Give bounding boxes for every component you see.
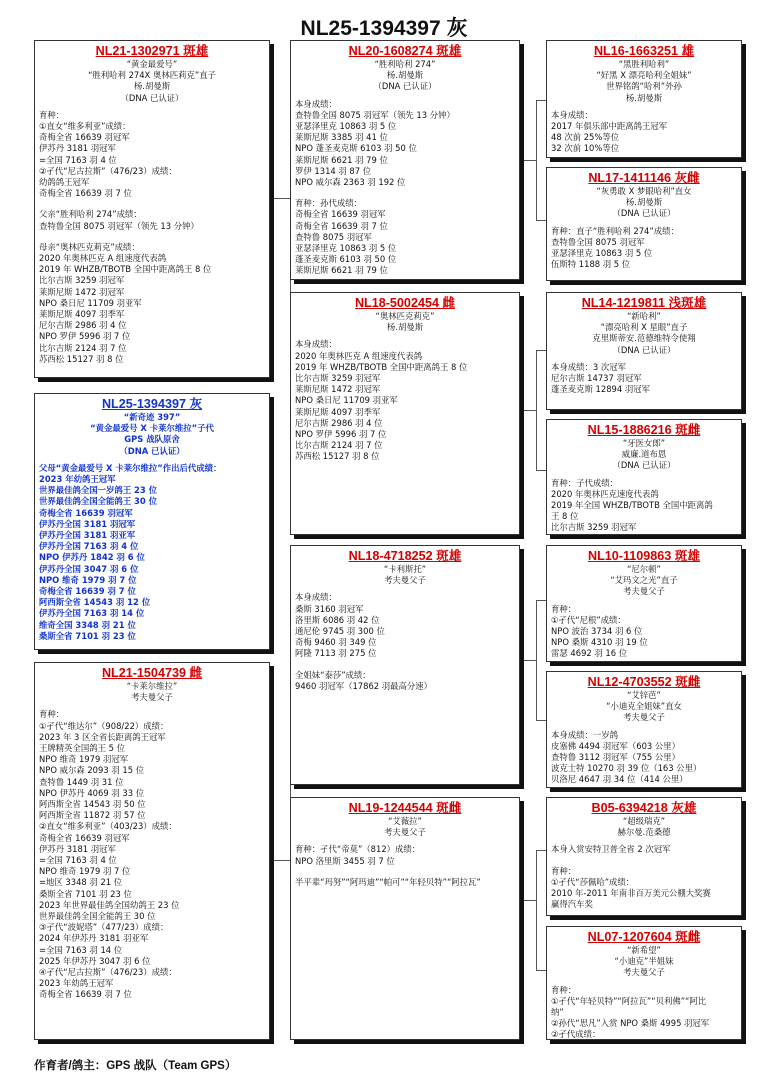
connector-line: [520, 660, 536, 661]
pigeon-record-line: 阿西斯全省 14543 羽 12 位: [39, 597, 151, 608]
pigeon-record-line: ①孑代“维达尔”（908/22）成绩：: [39, 720, 169, 731]
pigeon-ring-id: NL14-1219811 浅斑雄: [581, 296, 707, 310]
ggp-ffm-card: [546, 167, 742, 281]
connector-line: [270, 860, 290, 861]
paternal-grandfather-card: [290, 40, 520, 280]
pigeon-record-line: 奇梅全省 16639 羽 7 位: [39, 989, 132, 1000]
pigeon-ring-id: NL10-1109863 斑雄: [587, 549, 700, 563]
pigeon-record-line: 半平辈“玛努”“阿玛迪”“帕可”“年轻贝特”“阿拉瓦”: [295, 876, 481, 887]
pigeon-header-line: （DNA 已认证）: [612, 460, 676, 471]
paternal-grandmother-card: [290, 292, 520, 535]
pigeon-header-line: 考夫曼父子: [623, 712, 665, 723]
pigeon-record-line: 2020 年奥林匹克 A 组速度代表鸽: [39, 253, 167, 264]
pigeon-record-line: 尼尔吉斯 2986 羽 4 位: [295, 417, 383, 428]
pigeon-record-line: ②孑代成绩：: [551, 1029, 601, 1040]
pigeon-record-line: 2020 年奥林匹克速度代表鸽: [551, 488, 659, 499]
pigeon-record-line: 桑斯全省 7101 羽 23 位: [39, 630, 136, 641]
pigeon-record-line: ①孑代“年轻贝特”“阿拉瓦”“贝利佛”“阿比: [551, 995, 707, 1006]
pigeon-record-line: ①孑代“尼根”成绩：: [551, 614, 626, 625]
pigeon-record-line: 世界最佳鸽全国全能鸽王 30 位: [39, 496, 157, 507]
pigeon-header-line: “小迪克”半姐妹: [614, 956, 674, 967]
maternal-grandfather-card: [290, 545, 520, 785]
breeder-footer: 作育者/鸽主：GPS 战队（Team GPS）: [34, 1060, 237, 1072]
pigeon-record-line: 奇梅 9460 羽 349 位: [295, 637, 377, 648]
pigeon-record-line: 2020 年奥林匹克 A 组速度代表鸽: [295, 350, 423, 361]
pigeon-header-line: “奥林匹克莉克”: [375, 311, 435, 321]
connector-line: [520, 410, 536, 411]
pigeon-record-line: NPO 罗伊 5996 羽 7 位: [295, 429, 387, 440]
pigeon-record-line: 2025 年伊苏丹 3047 羽 6 位: [39, 955, 151, 966]
pigeon-record-line: =全国 7163 羽 14 位: [39, 944, 123, 955]
connector-line: [536, 970, 546, 971]
pigeon-record-line: 莱斯尼斯 4097 羽季军: [39, 309, 125, 320]
pigeon-header-line: 杨.胡曼斯: [625, 197, 663, 208]
pigeon-record-line: 蓬圣麦克斯 12894 羽冠军: [551, 384, 650, 395]
pigeon-record-line: ①直女“维多利亚”成绩：: [39, 121, 131, 132]
pigeon-ring-id: NL25-1394397 灰: [101, 397, 203, 411]
pigeon-header-line: 考夫曼父子: [131, 692, 173, 703]
pigeon-record-line: 维奇全国 3348 羽 21 位: [39, 619, 136, 630]
pigeon-record-line: NPO 维奇 1979 羽冠军: [39, 754, 129, 765]
connector-line: [536, 850, 546, 851]
pigeon-record-line: 雷瑟 4692 羽 16 位: [551, 648, 628, 659]
pigeon-record-line: 桑斯全省 7101 羽 23 位: [39, 888, 132, 899]
pigeon-record-line: NPO 伊苏丹 1842 羽 6 位: [39, 552, 145, 563]
pigeon-record-line: 2024 年伊苏丹 3181 羽亚军: [39, 933, 149, 944]
ggp-fmf-card: [546, 292, 742, 410]
pigeon-ring-id: NL07-1207604 斑雌: [587, 930, 701, 944]
pigeon-record-line: 洛里斯 6086 羽 42 位: [295, 614, 380, 625]
pigeon-header-line: “黄金最爱号”: [126, 59, 178, 69]
pigeon-record-line: 伊苏丹 3181 羽冠军: [39, 143, 116, 154]
pigeon-record-line: [295, 188, 515, 198]
pigeon-header-line: 杨.胡曼斯: [386, 322, 424, 333]
pigeon-record-line: NPO 伊苏丹 4069 羽 33 位: [39, 787, 145, 798]
connector-line: [536, 350, 537, 470]
pigeon-header-line: “胜利哈利 274”: [374, 59, 436, 69]
connector-line: [536, 100, 546, 101]
pigeon-header-line: “卡莱尔维拉”: [126, 681, 178, 691]
pigeon-record-line: 莱斯尼斯 6621 羽 79 位: [295, 265, 388, 276]
pigeon-header-line: “新奇迹 397”: [123, 412, 181, 422]
pigeon-ring-id: NL18-5002454 雌: [354, 296, 456, 310]
pigeon-record-line: NPO 维奇 1979 羽 7 位: [39, 866, 131, 877]
pigeon-record-line: 伊苏丹全国 3181 羽冠军: [39, 518, 136, 529]
pigeon-record-line: NPO 威尔森 2363 羽 192 位: [295, 177, 406, 188]
pigeon-record-line: 比尔吉斯 3259 羽冠军: [551, 522, 637, 533]
pigeon-ring-id: NL16-1663251 雄: [593, 44, 695, 58]
pigeon-record-line: ④孑代“尼古拉斯”（476/23）成绩：: [39, 967, 177, 978]
pigeon-record-line: 比尔吉斯 2124 羽 7 位: [295, 440, 383, 451]
pigeon-record-line: 阿西斯全省 11872 羽 57 位: [39, 810, 146, 821]
pigeon-record-line: 奇梅全省 16639 羽冠军: [39, 832, 130, 843]
pigeon-record-line: 尼尔吉斯 2986 羽 4 位: [39, 320, 127, 331]
pigeon-record-line: 全姐妹“泰莎”成绩：: [295, 669, 371, 680]
pigeon-ring-id: NL21-1302971 斑雄: [95, 44, 209, 58]
pigeon-record-line: 王牌精英全国鸽王 5 位: [39, 743, 126, 754]
pigeon-record-line: 母亲“奥林匹克莉克”成绩：: [39, 241, 140, 252]
pigeon-record-line: 查特鲁 1449 羽 31 位: [39, 776, 124, 787]
pigeon-header-line: “灰勇敢 X 梦眼哈利”直女: [596, 186, 692, 196]
pigeon-record-line: NPO 洛里斯 3455 羽 7 位: [295, 855, 395, 866]
pigeon-header-line: 世界铭鸽“哈利”外孙: [606, 81, 682, 92]
pigeon-record-line: 本身入赏安特卫普全省 2 次冠军: [551, 844, 671, 855]
pigeon-record-line: ③孑代“波妮塔”（477/23）成绩：: [39, 922, 169, 933]
connector-line: [536, 100, 537, 220]
pigeon-record-line: 尼尔吉斯 14737 羽冠军: [551, 373, 642, 384]
pigeon-record-line: 波克士特 10270 羽 39 位（163 公里）: [551, 763, 702, 774]
pigeon-record-line: NPO 桑日尼 11709 羽亚军: [39, 297, 142, 308]
connector-line: [536, 600, 546, 601]
pigeon-header-line: 威廉.道布恩: [621, 449, 667, 460]
connector-line: [536, 720, 546, 721]
pigeon-header-line: （DNA 已认证）: [612, 344, 676, 355]
pigeon-record-line: 桑斯 3160 羽冠军: [295, 603, 364, 614]
pigeon-record-line: 父母“黄金最爱号 X 卡莱尔维拉”作出后代成绩：: [39, 462, 222, 473]
pigeon-record-line: [295, 867, 515, 877]
pigeon-record-line: 奇梅全省 16639 羽冠军: [39, 507, 133, 518]
pigeon-header-line: “牙医女郎”: [622, 438, 666, 448]
pigeon-record-line: 本身成绩：: [551, 109, 593, 120]
pigeon-record-line: 比尔吉斯 3259 羽冠军: [39, 275, 125, 286]
pigeon-record-line: NPO 威尔森 2093 羽 15 位: [39, 765, 145, 776]
pigeon-record-line: 本身成绩：3 次冠军: [551, 361, 626, 372]
pigeon-record-line: ①孑代“莎佩哈”成绩：: [551, 876, 635, 887]
pigeon-record-line: 莱斯尼斯 1472 羽冠军: [39, 286, 125, 297]
pigeon-record-line: 2023 年世界最佳鸽全国幼鸽王 23 位: [39, 899, 180, 910]
pigeon-record-line: 育种：: [551, 603, 577, 614]
pigeon-record-line: 育种：: [39, 109, 65, 120]
pigeon-record-line: 育种：孙代成绩：: [295, 198, 362, 209]
maternal-grandmother-card: [290, 797, 520, 1040]
pigeon-record-line: NPO 桑斯 4310 羽 19 位: [551, 637, 648, 648]
pigeon-header-line: “艾锌芭”: [627, 690, 661, 700]
pigeon-header-line: “黑胜利哈利”: [618, 59, 670, 69]
pigeon-record-line: 伍斯特 1188 羽 5 位: [551, 259, 631, 270]
pigeon-header-line: “卡利斯托”: [383, 564, 427, 574]
pigeon-record-line: [39, 232, 265, 242]
pigeon-record-line: 亚瑟泽里克 10863 羽 5 位: [295, 121, 397, 132]
pigeon-header-line: “小迪克全姐妹”直女: [606, 701, 682, 712]
pigeon-record-line: 比尔吉斯 3259 羽冠军: [295, 373, 381, 384]
ggp-fmm-card: [546, 419, 742, 535]
pigeon-record-line: 本身成绩：: [295, 339, 337, 350]
pigeon-record-line: 伊苏丹全国 7163 羽 14 位: [39, 608, 145, 619]
mother-card: [34, 662, 270, 1040]
pigeon-header-line: （DNA 已认证）: [612, 208, 676, 219]
father-card: [34, 40, 270, 378]
connector-line: [270, 198, 290, 199]
pigeon-record-line: 莱斯尼斯 1472 羽冠军: [295, 384, 381, 395]
pigeon-ring-id: NL15-1886216 斑雌: [587, 423, 701, 437]
pigeon-header-line: “胜利哈利 274X 奥林匹莉克”直子: [88, 70, 216, 81]
pigeon-record-line: 奇梅全省 16639 羽 7 位: [39, 188, 132, 199]
pigeon-ring-id: NL21-1504739 雌: [101, 666, 203, 680]
pigeon-record-line: 纳”: [551, 1007, 564, 1018]
pigeon-record-line: [551, 856, 737, 866]
pigeon-record-line: 罗伊 1314 羽 87 位: [295, 165, 372, 176]
pigeon-record-line: 皮塞佛 4494 羽冠军（603 公里）: [551, 740, 681, 751]
pigeon-ring-id: B05-6394218 灰雄: [591, 801, 697, 815]
pigeon-record-line: 奇梅全省 16639 羽 7 位: [39, 586, 136, 597]
pigeon-record-line: 亚瑟泽里克 10863 羽 5 位: [551, 248, 653, 259]
pigeon-record-line: 伊苏丹 3181 羽冠军: [39, 843, 116, 854]
pigeon-record-line: 苏西松 15127 羽 8 位: [295, 451, 380, 462]
ggp-mmf-card: [546, 797, 742, 916]
pigeon-record-line: 查特鲁 8075 羽冠军: [295, 231, 372, 242]
connector-line: [536, 850, 537, 970]
pigeon-record-line: 比尔吉斯 2124 羽 7 位: [39, 342, 127, 353]
pigeon-record-line: =地区 3348 羽 21 位: [39, 877, 123, 888]
pigeon-record-line: 本身成绩：: [295, 98, 337, 109]
connector-line: [520, 900, 536, 901]
pigeon-record-line: 查特鲁全国 8075 羽冠军（领先 13 分钟）: [295, 109, 455, 120]
pigeon-record-line: 伊苏丹全国 3181 羽亚军: [39, 530, 136, 541]
pigeon-record-line: 本身成绩：一岁鸽: [551, 729, 618, 740]
connector-line: [536, 350, 546, 351]
pigeon-record-line: 2023 年幼鸽王冠军: [39, 474, 116, 485]
pigeon-ring-id: NL17-1411146 灰雌: [588, 171, 700, 185]
pigeon-ring-id: NL20-1608274 斑雄: [348, 44, 462, 58]
pigeon-header-line: GPS 战队原舍: [124, 434, 180, 445]
pigeon-record-line: 通尼伦 9745 羽 300 位: [295, 626, 385, 637]
pigeon-record-line: 查特鲁 3112 羽冠军（755 公里）: [551, 752, 681, 763]
connector-line: [520, 160, 536, 161]
pigeon-header-line: “漂亮哈利 X 星眼”直子: [600, 322, 688, 333]
pigeon-header-line: （DNA 已认证）: [373, 81, 437, 92]
pigeon-record-line: 本身成绩：: [295, 592, 337, 603]
pigeon-record-line: 育种：子代成绩：: [551, 477, 618, 488]
pigeon-record-line: NPO 维奇 1979 羽 7 位: [39, 574, 137, 585]
pigeon-header-line: 杨.胡曼斯: [625, 92, 663, 103]
pigeon-record-line: 奇梅全省 16639 羽冠军: [295, 209, 386, 220]
pigeon-record-line: ②直女“维多利亚”（403/23）成绩：: [39, 821, 177, 832]
pigeon-record-line: 2010 年-2011 年南非百万美元公棚大奖赛: [551, 888, 711, 899]
pigeon-record-line: 莱斯尼斯 3385 羽 41 位: [295, 132, 388, 143]
pigeon-record-line: [295, 660, 515, 670]
pigeon-record-line: 世界最佳鸽全国一岁鸽王 23 位: [39, 485, 157, 496]
pigeon-record-line: 苏西松 15127 羽 8 位: [39, 353, 124, 364]
pigeon-header-line: “超级瑞克”: [622, 816, 666, 826]
pigeon-header-line: “新哈利”: [627, 311, 661, 321]
pigeon-header-line: 考夫曼父子: [384, 575, 426, 586]
pigeon-header-line: （DNA 已认证）: [119, 445, 185, 456]
pigeon-record-line: 幼鸽鸽王冠军: [39, 177, 90, 188]
pigeon-record-line: 育种：直子“胜利哈利 274”成绩：: [551, 225, 679, 236]
pigeon-record-line: 奇梅全省 16639 羽 7 位: [295, 220, 388, 231]
pigeon-record-line: 赢得汽车奖: [551, 899, 593, 910]
pigeon-record-line: 莱斯尼斯 6621 羽 79 位: [295, 154, 388, 165]
pigeon-record-line: 父亲“胜利哈利 274”成绩：: [39, 209, 142, 220]
pigeon-header-line: “尼尔顿”: [627, 564, 661, 574]
pigeon-record-line: 伊苏丹全国 3047 羽 6 位: [39, 563, 139, 574]
connector-line: [536, 600, 537, 720]
pigeon-record-line: 蓬圣麦克斯 6103 羽 50 位: [295, 254, 397, 265]
pigeon-header-line: “黄金最爱号 X 卡莱尔维拉”子代: [90, 423, 214, 434]
pigeon-record-line: 莱斯尼斯 4097 羽季军: [295, 406, 381, 417]
pigeon-record-line: 9460 羽冠军（17862 羽最高分速）: [295, 680, 433, 691]
pigeon-record-line: NPO 波治 3734 羽 6 位: [551, 626, 643, 637]
ggp-mfm-card: [546, 671, 742, 788]
pigeon-header-line: “好黑 X 漂亮哈利全姐妹”: [596, 70, 692, 81]
pigeon-record-line: 48 次前 25%等位: [551, 132, 620, 143]
pigeon-record-line: NPO 蓬圣麦克斯 6103 羽 50 位: [295, 143, 417, 154]
pigeon-record-line: 亚瑟泽里克 10863 羽 5 位: [295, 243, 397, 254]
pigeon-record-line: 世界最佳鸽全国全能鸽王 30 位: [39, 911, 156, 922]
ggp-mff-card: [546, 545, 742, 662]
pigeon-record-line: 2023 年 3 区全省长距离鸽王冠军: [39, 731, 166, 742]
pigeon-record-line: 育种：: [39, 709, 65, 720]
pigeon-header-line: 考夫曼父子: [623, 586, 665, 597]
pigeon-record-line: 伊苏丹全国 7163 羽 4 位: [39, 541, 139, 552]
pigeon-header-line: 杨.胡曼斯: [386, 70, 424, 81]
pigeon-record-line: 阿西斯全省 14543 羽 50 位: [39, 799, 146, 810]
pigeon-record-line: 贝洛尼 4647 羽 34 位（414 公里）: [551, 774, 688, 785]
pigeon-record-line: 32 次前 10%等位: [551, 143, 620, 154]
subject-pigeon-card: [34, 393, 270, 650]
ggp-fff-card: [546, 40, 742, 158]
pigeon-record-line: 奇梅全省 16639 羽冠军: [39, 132, 130, 143]
connector-line: [536, 470, 546, 471]
pigeon-record-line: 2019 年 WHZB/TBOTB 全国中距离鸽王 8 位: [295, 361, 468, 372]
pigeon-record-line: =全国 7163 羽 4 位: [39, 154, 117, 165]
page-title: NL25-1394397 灰: [300, 17, 468, 40]
pigeon-record-line: =全国 7163 羽 4 位: [39, 855, 117, 866]
pigeon-record-line: ②孑代“尼古拉斯”（476/23）成绩：: [39, 165, 177, 176]
pigeon-record-line: 育种：: [551, 984, 577, 995]
pigeon-record-line: 2017 年俱乐部中距离鸽王冠军: [551, 121, 668, 132]
pigeon-record-line: 查特鲁全国 8075 羽冠军: [551, 236, 645, 247]
pigeon-header-line: 赫尔曼.范桑德: [617, 827, 671, 838]
pigeon-record-line: 查特鲁全国 8075 羽冠军（领先 13 分钟）: [39, 220, 199, 231]
pigeon-record-line: 2019 年 WHZB/TBOTB 全国中距离鸽王 8 位: [39, 264, 212, 275]
pigeon-ring-id: NL19-1244544 斑雌: [348, 801, 462, 815]
pigeon-record-line: NPO 桑日尼 11709 羽亚军: [295, 395, 398, 406]
pigeon-ring-id: NL12-4703552 斑雌: [587, 675, 701, 689]
pigeon-header-line: 考夫曼父子: [384, 827, 426, 838]
pigeon-header-line: （DNA 已认证）: [120, 92, 184, 103]
pigeon-header-line: 克里斯蒂安.范德维特令使翔: [592, 333, 696, 344]
pigeon-record-line: [39, 199, 265, 209]
pigeon-record-line: 王 8 位: [551, 511, 579, 522]
pigeon-header-line: 杨.胡曼斯: [133, 81, 171, 92]
pigeon-record-line: 育种：: [551, 865, 577, 876]
ggp-mmm-card: [546, 926, 742, 1040]
pigeon-record-line: 育种：孑代“帝莫”（812）成绩：: [295, 844, 421, 855]
pigeon-record-line: 2023 年幼鸽王冠军: [39, 978, 114, 989]
pigeon-record-line: 阿隆 7113 羽 275 位: [295, 648, 377, 659]
pigeon-header-line: 考夫曼父子: [623, 967, 665, 978]
connector-line: [536, 220, 546, 221]
pigeon-ring-id: NL18-4718252 斑雄: [348, 549, 462, 563]
pigeon-header-line: “艾玛文之光”直子: [610, 575, 678, 586]
pigeon-header-line: “新希望”: [627, 945, 661, 955]
pigeon-record-line: ②孙代“思凡”入赏 NPO 桑斯 4995 羽冠军: [551, 1018, 710, 1029]
pigeon-record-line: NPO 罗伊 5996 羽 7 位: [39, 331, 131, 342]
pigeon-header-line: “艾薇拉”: [388, 816, 422, 826]
pigeon-record-line: 2019 年全国 WHZB/TBOTB 全国中距离鸽: [551, 500, 713, 511]
